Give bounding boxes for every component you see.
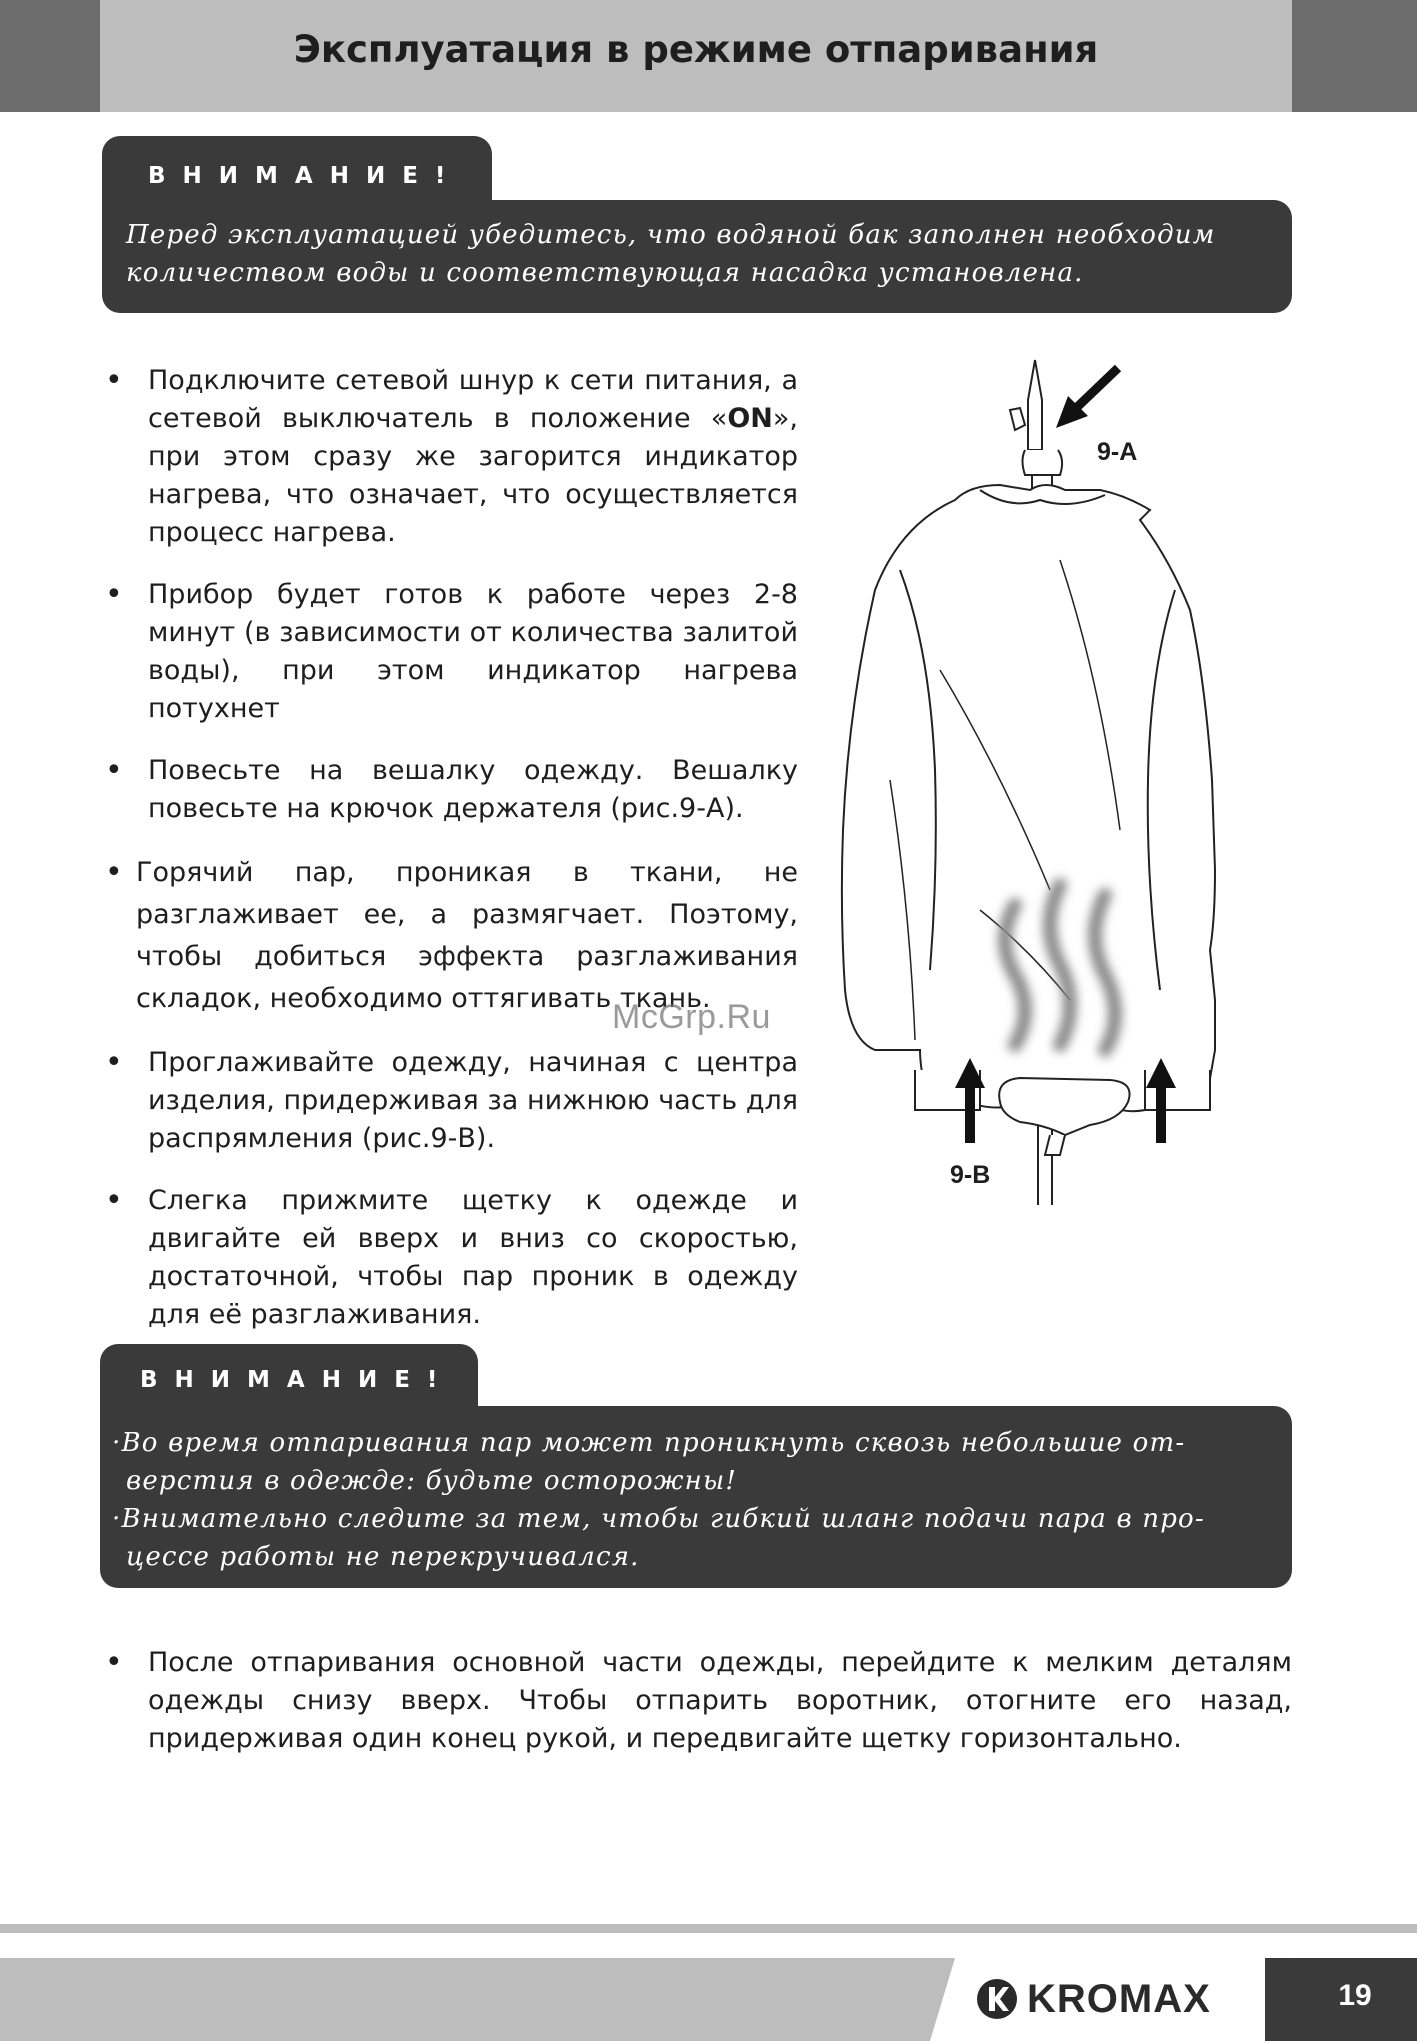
instructions-list: [102, 362, 798, 1358]
bottom-list: [102, 1644, 1292, 1782]
header-left-block: [0, 0, 100, 112]
list-item: [102, 576, 798, 728]
page-title: Эксплуатация в режиме отпаривания: [293, 28, 1099, 71]
warning-2-line-4: цессе работы не перекручивался.: [126, 1542, 640, 1572]
bullet-1-part-c: », при этом сразу же загорится индикатор нагрева, что означает, что осуществляется процесс нагрева.: [148, 403, 798, 548]
list-item: [102, 752, 798, 828]
bullet-4-text: Горячий пар, проникая в ткани, не разглаживает ее, а размягчает. Поэтому, чтобы добиться эффекта разглаживания складок, необходимо оттягивать ткань.: [136, 857, 798, 1014]
footer-rule: [0, 1924, 1417, 1933]
bullet-6-text: Слегка прижмите щетку к одежде и двигайте ей вверх и вниз со скоростью, достаточной, чтобы пар проник в одежду для её разглаживания.: [148, 1185, 798, 1330]
label-9b: 9-B: [950, 1161, 991, 1189]
on-label: ON: [727, 403, 773, 434]
page-box-slant: [1265, 1958, 1295, 2041]
list-item: [102, 1644, 1292, 1758]
kromax-logo-icon: [975, 1977, 1019, 2021]
label-9a: 9-A: [1097, 438, 1138, 466]
bullet-1-part-a: Подключите сетевой шнур к сети питания,: [148, 365, 772, 396]
brand-name: KROMAX: [1027, 1976, 1211, 2021]
brush-head: [999, 1078, 1129, 1155]
warning-1-line-2: количеством воды и соответствующая насадка установлена.: [126, 258, 1084, 288]
warning-label-1: ВНИМАНИЕ!: [102, 136, 492, 202]
bullet-5-text: Проглаживайте одежду, начиная с центра изделия, придерживая за нижнюю часть для распрямления (рис.9-В).: [148, 1047, 798, 1154]
brand-logo: [975, 1974, 1211, 2024]
warning-2-line-3: ·Внимательно следите за тем, чтобы гибкий шланг подачи пара в про-: [112, 1504, 1205, 1534]
bullet-1-part-b: а сетевой выключатель в положение «: [148, 365, 798, 434]
list-item: [102, 1182, 798, 1334]
warning-box-1: [102, 200, 1292, 313]
bullet-2-text: Прибор будет готов к работе через 2-8 минут (в зависимости от количества залитой воды), при этом индикатор нагрева потухнет: [148, 579, 798, 724]
warning-2-line-1: ·Во время отпаривания пар может проникнуть сквозь небольшие от-: [112, 1428, 1186, 1458]
warning-2-line-2: верстия в одежде: будьте осторожны!: [126, 1466, 737, 1496]
warning-box-2: [100, 1406, 1292, 1588]
list-item: [102, 1044, 798, 1158]
warning-1-line-1: Перед эксплуатацией убедитесь, что водяной бак заполнен необходим: [126, 220, 1216, 250]
watermark: McGrp.Ru: [612, 998, 771, 1036]
bottom-bullet-text: После отпаривания основной части одежды, перейдите к мелким деталям одежды снизу вверх. Чтобы отпарить воротник, отогните его назад, придерживая один конец рукой, и передвигайте щетку горизонтально.: [148, 1647, 1292, 1754]
list-item: [102, 852, 798, 1020]
page-number: 19: [1338, 1979, 1372, 2012]
warning-label-2: ВНИМАНИЕ!: [100, 1344, 478, 1410]
bullet-3-text: Повесьте на вешалку одежду. Вешалку повесьте на крючок держателя (рис.9-А).: [148, 755, 798, 824]
header-right-block: [1292, 0, 1417, 112]
list-item: [102, 362, 798, 552]
shirt-steamer-illustration: [820, 350, 1280, 1210]
arrow-9a-icon: [1056, 368, 1118, 428]
